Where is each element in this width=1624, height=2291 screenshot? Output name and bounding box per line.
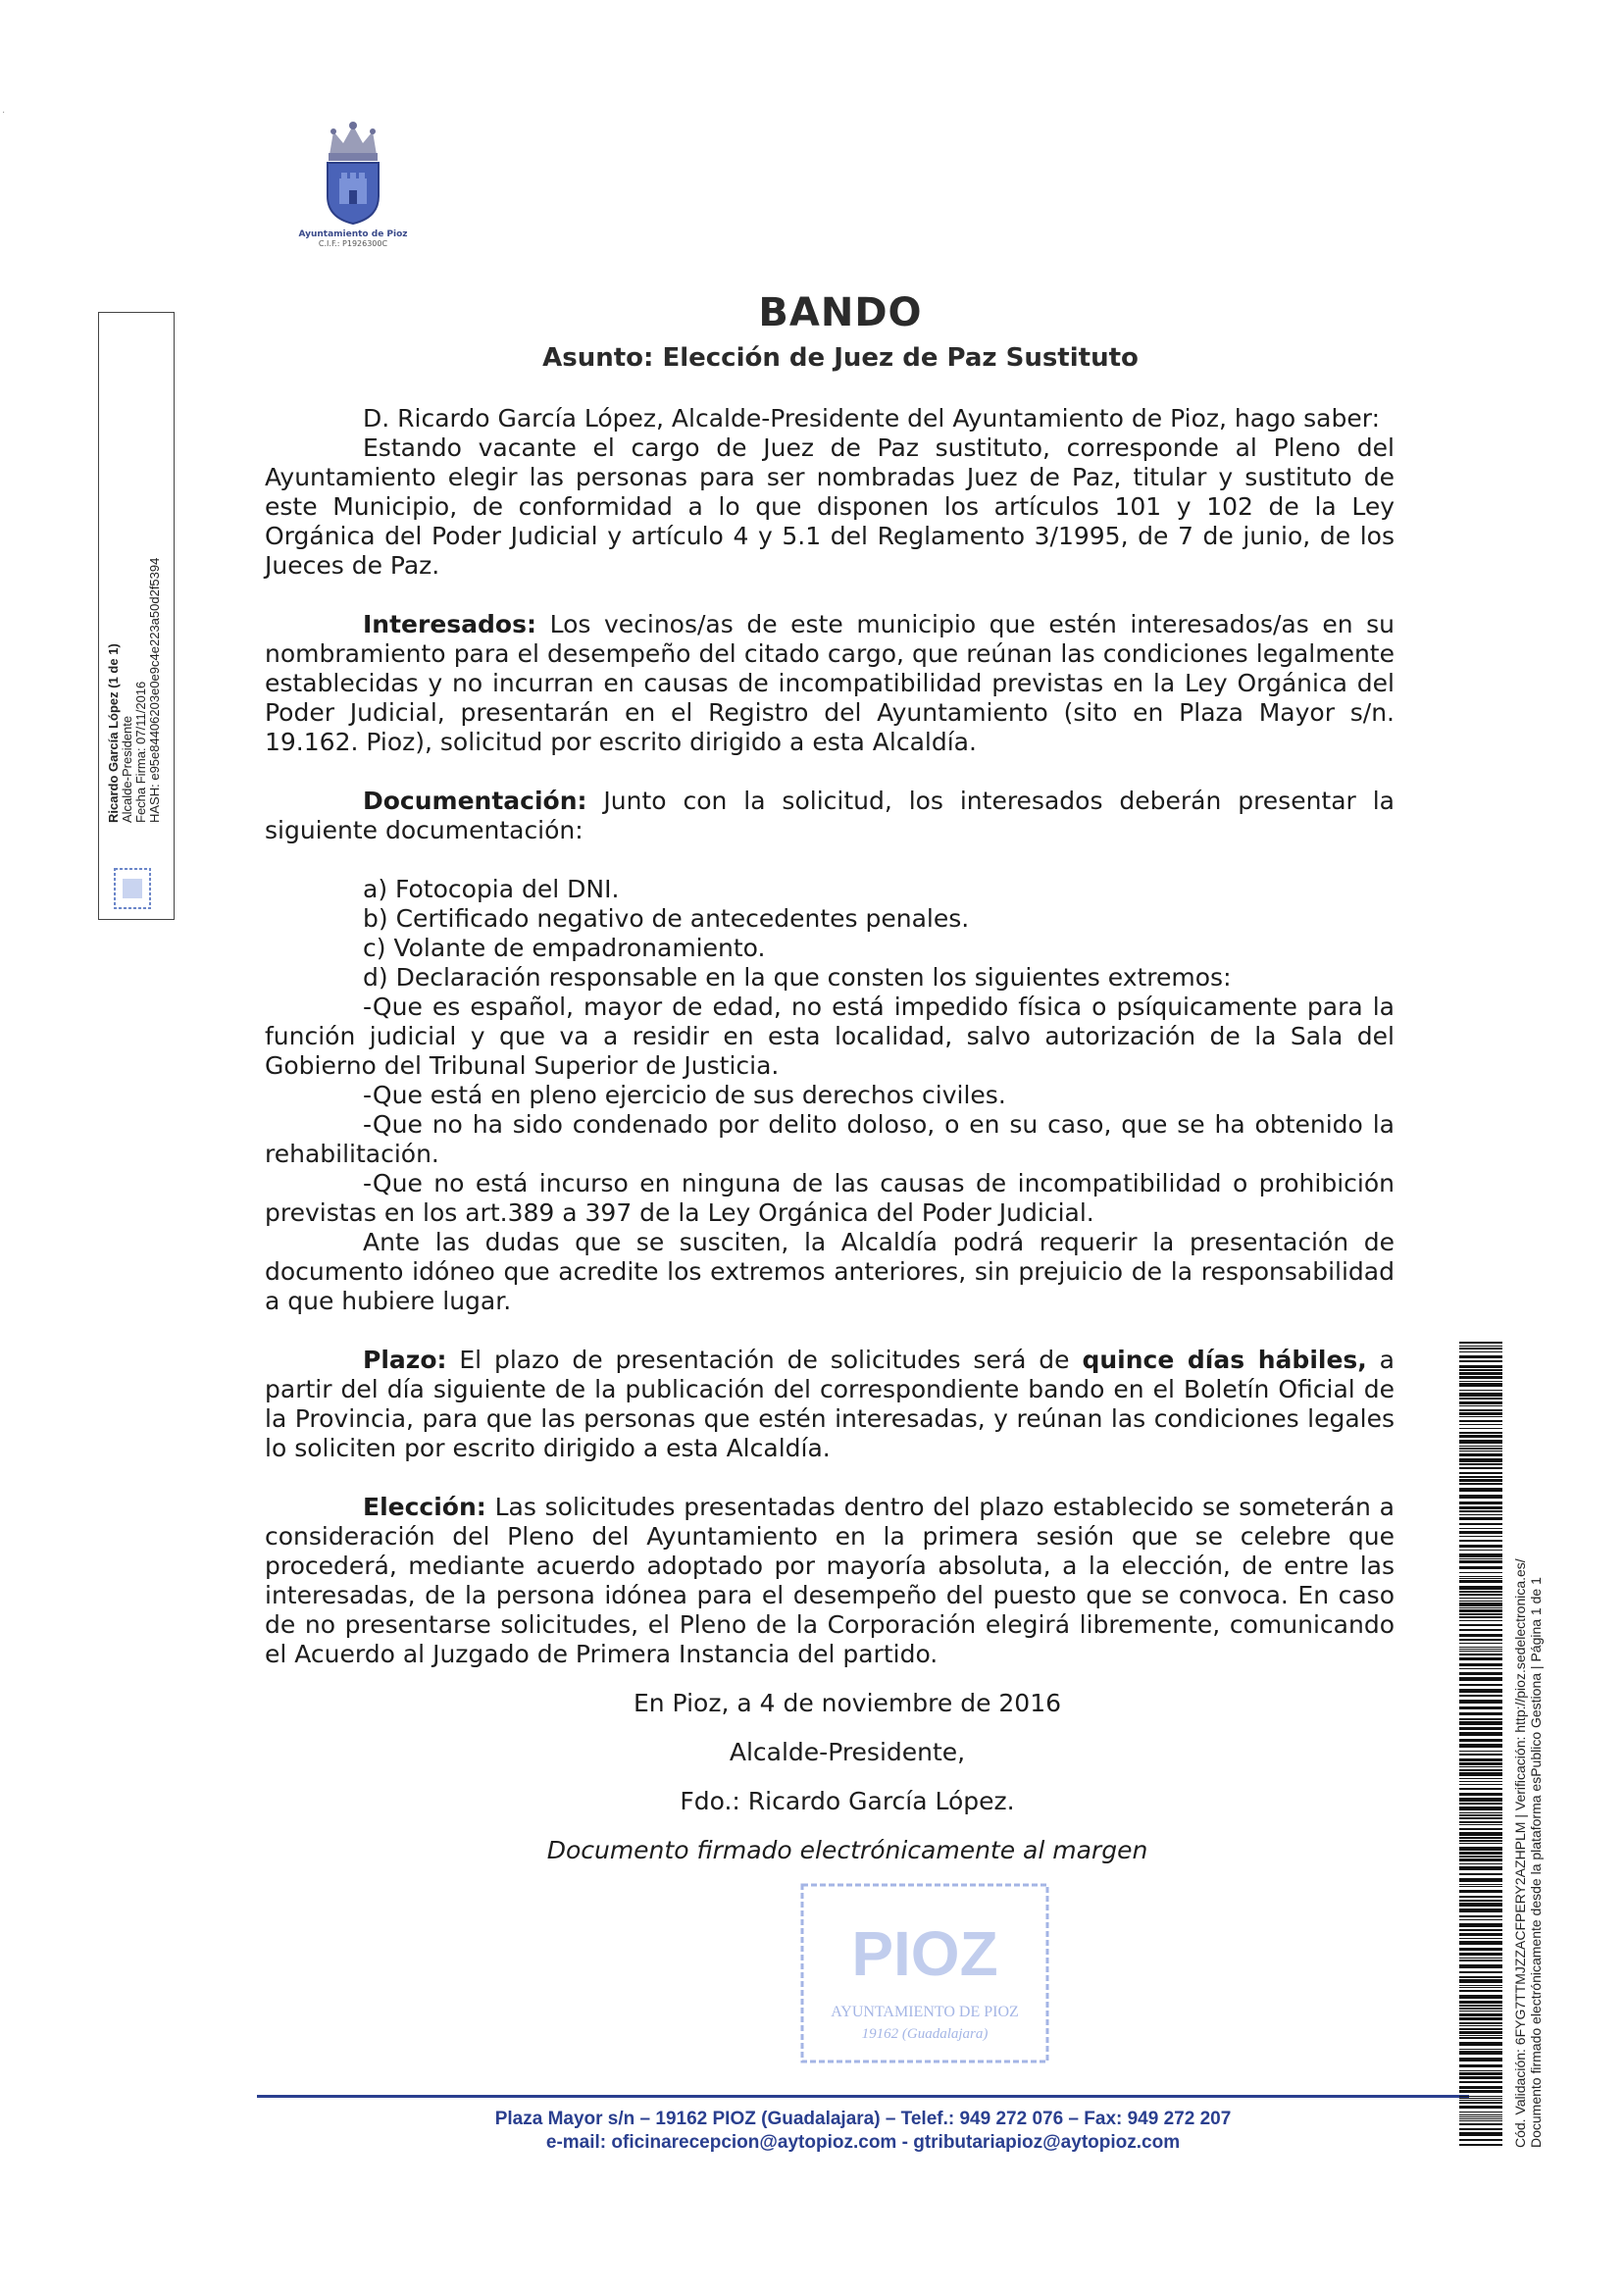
barcode-bar (1459, 1960, 1502, 1961)
barcode-bar (1459, 1432, 1502, 1434)
barcode-bar (1459, 1647, 1502, 1648)
barcode-bar (1459, 1976, 1502, 1978)
barcode-bar (1459, 1372, 1502, 1375)
barcode-bar (1459, 1873, 1502, 1875)
validation-barcode-icon (1459, 1342, 1502, 2146)
barcode-bar (1459, 1964, 1502, 1968)
barcode-bar (1459, 1732, 1502, 1736)
signature-date: Fecha Firma: 07/11/2016 (133, 681, 148, 823)
barcode-bar (1459, 1586, 1502, 1590)
barcode-bar (1459, 1900, 1502, 1902)
list-item: b) Certificado negativo de antecedentes penales. (363, 904, 970, 933)
scan-mark: · (2, 108, 6, 119)
barcode-bar (1459, 2070, 1502, 2071)
barcode-bar (1459, 2114, 1502, 2115)
barcode-bar (1459, 1938, 1502, 1939)
barcode-bar (1459, 1852, 1502, 1855)
barcode-bar (1459, 2037, 1502, 2039)
barcode-bar (1459, 1476, 1502, 1478)
vacancy-paragraph: Estando vacante el cargo de Juez de Paz sustituto, corresponde al Pleno del Ayuntamiento elegir las personas para ser nombradas Juez de Paz, titular y sustituto de este Municipio, de conformidad a lo que disponen los artículos 101 y 102 de la Ley Orgánica del Poder Judicial y artículo 4 y 5.1 del Reglamento 3/1995, de 7 de junio, de los Jueces de Paz. (265, 433, 1395, 580)
barcode-bar (1459, 1428, 1502, 1429)
barcode-bar (1459, 1718, 1502, 1720)
barcode-bar (1459, 1814, 1502, 1816)
interesados-label: Interesados: (363, 610, 536, 638)
barcode-bar (1459, 2120, 1502, 2121)
barcode-bar (1459, 1712, 1502, 1715)
barcode-bar (1459, 1488, 1502, 1492)
barcode-bar (1459, 2005, 1502, 2007)
signature-hash: HASH: e95e84406203e0e9c4e223a50d2f5394 (147, 557, 162, 823)
barcode-bar (1459, 1453, 1502, 1456)
barcode-bar (1459, 1523, 1502, 1525)
plazo-paragraph (265, 1346, 1395, 1463)
documentacion-paragraph (265, 787, 1395, 845)
barcode-bar (1459, 1458, 1502, 1462)
barcode-bar (1459, 1784, 1502, 1785)
barcode-bar (1459, 1591, 1502, 1593)
barcode-bar (1459, 1772, 1502, 1776)
barcode-bar (1459, 1416, 1502, 1417)
barcode-bar (1459, 1929, 1502, 1931)
barcode-bar (1459, 1479, 1502, 1482)
barcode-bar (1459, 1531, 1502, 1534)
barcode-bar (1459, 1629, 1502, 1631)
barcode-bar (1459, 1985, 1502, 1986)
barcode-bar (1459, 2064, 1502, 2067)
signature-seal-icon (113, 867, 152, 910)
barcode-bar (1459, 1540, 1502, 1542)
barcode-bar (1459, 1553, 1502, 1557)
barcode-bar (1459, 1856, 1502, 1858)
barcode-bar (1459, 1948, 1502, 1951)
barcode-bar (1459, 1390, 1502, 1391)
document-body (265, 404, 1395, 1865)
barcode-bar (1459, 1558, 1502, 1559)
barcode-bar (1459, 1903, 1502, 1907)
barcode-bar (1459, 2144, 1502, 2146)
barcode-bar (1459, 1576, 1502, 1577)
barcode-bar (1459, 2116, 1502, 2117)
barcode-bar (1459, 1603, 1502, 1606)
barcode-bar (1459, 1510, 1502, 1512)
barcode-bar (1459, 1613, 1502, 1615)
barcode-bar (1459, 2102, 1502, 2104)
barcode-bar (1459, 1744, 1502, 1748)
validation-platform: Documento firmado electrónicamente desde la plataforma esPublico Gestiona | Página 1 de 1 (1528, 1577, 1544, 2148)
barcode-bar (1459, 2031, 1502, 2034)
barcode-bar (1459, 1781, 1502, 1782)
logo-cif: C.I.F.: P1926300C (318, 239, 388, 248)
barcode-bar (1459, 1979, 1502, 1983)
barcode-bar (1459, 1933, 1502, 1936)
barcode-bar (1459, 1401, 1502, 1404)
barcode-bar (1459, 1495, 1502, 1499)
barcode-bar (1459, 1566, 1502, 1569)
barcode-bar (1459, 1463, 1502, 1465)
barcode-bar (1459, 1342, 1502, 1344)
barcode-bar (1459, 1971, 1502, 1973)
documentacion-text: Junto con la solicitud, los interesados deberán presentar la siguiente documentación: (265, 787, 1395, 844)
barcode-bar (1459, 2096, 1502, 2097)
barcode-bar (1459, 1601, 1502, 1602)
barcode-bar (1459, 1766, 1502, 1767)
barcode-bar (1459, 1383, 1502, 1387)
plazo-label: Plazo: (363, 1346, 447, 1374)
signature-margin-text (107, 401, 162, 823)
barcode-bar (1459, 1668, 1502, 1669)
barcode-bar (1459, 1506, 1502, 1509)
barcode-bar (1459, 1990, 1502, 1992)
barcode-bar (1459, 2051, 1502, 2055)
barcode-bar (1459, 2106, 1502, 2109)
barcode-bar (1459, 1348, 1502, 1349)
list-item: d) Declaración responsable en la que consten los siguientes extremos: (363, 963, 1232, 992)
barcode-bar (1459, 1578, 1502, 1579)
barcode-bar (1459, 1405, 1502, 1406)
barcode-bar (1459, 1758, 1502, 1761)
extremo-item: -Que es español, mayor de edad, no está impedido física o psíquicamente para la función judicial y que va a residir en esta localidad, salvo autorización de la Sala del Gobierno del Tribunal Superior de Justicia. (265, 993, 1395, 1080)
barcode-bar (1459, 1536, 1502, 1537)
barcode-bar (1459, 1634, 1502, 1637)
extremo-item: -Que no está incurso en ninguna de las causas de incompatibilidad o prohibición previstas en los art.389 a 397 de la Ley Orgánica del Poder Judicial. (265, 1169, 1395, 1227)
barcode-bar (1459, 1843, 1502, 1844)
barcode-bar (1459, 1896, 1502, 1898)
signature-margin-box (98, 312, 175, 920)
barcode-bar (1459, 1365, 1502, 1368)
barcode-bar (1459, 1762, 1502, 1765)
barcode-bar (1459, 2090, 1502, 2093)
barcode-bar (1459, 1467, 1502, 1469)
barcode-bar (1459, 1821, 1502, 1823)
barcode-bar (1459, 1351, 1502, 1352)
signed-by: Fdo.: Ricardo García López. (680, 1787, 1015, 1815)
barcode-bar (1459, 1807, 1502, 1810)
barcode-bar (1459, 1751, 1502, 1752)
barcode-bar (1459, 2035, 1502, 2036)
document-title: BANDO (758, 290, 923, 335)
intro-paragraph: D. Ricardo García López, Alcalde-Presidente del Ayuntamiento de Pioz, hago saber: (363, 404, 1381, 433)
barcode-bar (1459, 1440, 1502, 1444)
barcode-bar (1459, 1817, 1502, 1819)
barcode-bar (1459, 1677, 1502, 1681)
interesados-paragraph (265, 610, 1395, 757)
barcode-bar (1459, 1803, 1502, 1805)
barcode-bar (1459, 1941, 1502, 1945)
extremo-item: -Que está en pleno ejercicio de sus derechos civiles. (363, 1081, 1006, 1109)
barcode-bar (1459, 2112, 1502, 2113)
barcode-bar (1459, 2049, 1502, 2050)
barcode-bar (1459, 1884, 1502, 1885)
barcode-bar (1459, 2100, 1502, 2101)
barcode-bar (1459, 1654, 1502, 1655)
extremo-item: Ante las dudas que se susciten, la Alcaldía podrá requerir la presentación de documento idóneo que acredite los extremos anteriores, sin prejuicio de la responsabilidad a que hubiere lugar. (265, 1228, 1395, 1315)
barcode-bar (1459, 1840, 1502, 1842)
signature-role: Alcalde-Presidente (120, 715, 134, 823)
eleccion-label: Elección: (363, 1493, 486, 1521)
barcode-bar (1459, 2081, 1502, 2083)
signed-note: Documento firmado electrónicamente al margen (546, 1836, 1148, 1864)
list-item: a) Fotocopia del DNI. (363, 875, 620, 903)
barcode-bar (1459, 1420, 1502, 1422)
barcode-bar (1459, 1369, 1502, 1371)
barcode-bar (1459, 2118, 1502, 2119)
barcode-bar (1459, 1706, 1502, 1709)
footer-email: e-mail: oficinarecepcion@aytopioz.com - gtributariapioz@aytopioz.com (545, 2132, 1181, 2153)
signer-role: Alcalde-Presidente, (729, 1738, 966, 1766)
document-subject: Asunto: Elección de Juez de Paz Sustituto (542, 343, 1139, 373)
barcode-bar (1459, 1412, 1502, 1415)
validation-code: Cód. Validación: 6FYG7TTMJZZACFPERY2AZHPLM | Verificación: http://pioz.sedelectronica.es/ (1512, 1558, 1528, 2148)
barcode-bar (1459, 1616, 1502, 1618)
barcode-bar (1459, 1346, 1502, 1347)
barcode-bar (1459, 1866, 1502, 1870)
barcode-bar (1459, 2001, 1502, 2004)
barcode-bar (1459, 1828, 1502, 1830)
barcode-bar (1459, 1376, 1502, 1379)
barcode-bar (1459, 1643, 1502, 1644)
barcode-bar (1459, 1695, 1502, 1697)
barcode-bar (1459, 2076, 1502, 2079)
barcode-bar (1459, 2058, 1502, 2062)
barcode-bar (1459, 1607, 1502, 1608)
barcode-bar (1459, 1560, 1502, 1563)
barcode-bar (1459, 2042, 1502, 2046)
barcode-bar (1459, 1953, 1502, 1956)
barcode-bar (1459, 2025, 1502, 2026)
barcode-bar (1459, 1987, 1502, 1988)
plazo-text-a: El plazo de presentación de solicitudes será de (446, 1346, 1083, 1374)
footer-address: Plaza Mayor s/n – 19162 PIOZ (Guadalajara) – Telef.: 949 272 076 – Fax: 949 272 207 (494, 2109, 1232, 2129)
barcode-bar (1459, 1700, 1502, 1704)
barcode-bar (1459, 1886, 1502, 1887)
barcode-bar (1459, 1798, 1502, 1802)
barcode-bar (1459, 1594, 1502, 1596)
municipal-logo (294, 118, 412, 248)
official-stamp-icon (792, 1881, 1057, 2087)
barcode-bar (1459, 1657, 1502, 1660)
stamp-line2: 19162 (Guadalajara) (861, 2026, 989, 2042)
barcode-bar (1459, 2008, 1502, 2010)
barcode-bar (1459, 1739, 1502, 1742)
coat-of-arms-icon (320, 118, 386, 226)
barcode-bar (1459, 1769, 1502, 1771)
barcode-bar (1459, 2086, 1502, 2089)
barcode-bar (1459, 1995, 1502, 1999)
barcode-bar (1459, 2128, 1502, 2130)
barcode-bar (1459, 1550, 1502, 1551)
barcode-bar (1459, 2022, 1502, 2024)
barcode-bar (1459, 1858, 1502, 1861)
barcode-bar (1459, 1409, 1502, 1411)
place-date: En Pioz, a 4 de noviembre de 2016 (633, 1689, 1062, 1717)
barcode-bar (1459, 2098, 1502, 2099)
barcode-bar (1459, 1572, 1502, 1573)
barcode-bar (1459, 1472, 1502, 1474)
extremo-item: -Que no ha sido condenado por delito doloso, o en su caso, que se ha obtenido la rehabilitación. (265, 1110, 1395, 1168)
barcode-bar (1459, 2072, 1502, 2075)
barcode-bar (1459, 1517, 1502, 1520)
barcode-bar (1459, 1446, 1502, 1447)
barcode-bar (1459, 1689, 1502, 1693)
barcode-bar (1459, 1649, 1502, 1650)
interesados-text: Los vecinos/as de este municipio que estén interesados/as en su nombramiento para el desempeño del citado cargo, que reúnan las condiciones legalmente establecidas y no incurran en causas de incompatibilidad previstas en la Ley Orgánica del Poder Judicial, presentarán en el Registro del Ayuntamiento (sito en Plaza Mayor s/n. 19.162. Pioz), solicitud por escrito dirigido a esta Alcaldía. (265, 610, 1395, 756)
barcode-bar (1459, 1663, 1502, 1666)
barcode-bar (1459, 1727, 1502, 1730)
barcode-bar (1459, 1878, 1502, 1882)
barcode-bar (1459, 1528, 1502, 1529)
stamp-line1: AYUNTAMIENTO DE PIOZ (831, 2004, 1019, 2020)
barcode-bar (1459, 1721, 1502, 1725)
barcode-bar (1459, 1672, 1502, 1675)
barcode-bar (1459, 1890, 1502, 1893)
barcode-bar (1459, 1778, 1502, 1779)
signature-signer: Ricardo García López (1 de 1) (106, 643, 121, 823)
barcode-bar (1459, 1812, 1502, 1813)
barcode-bar (1459, 2017, 1502, 2020)
barcode-bar (1459, 1360, 1502, 1362)
validation-text (1512, 1402, 1544, 2148)
logo-name: Ayuntamiento de Pioz (298, 229, 408, 239)
barcode-bar (1459, 1639, 1502, 1641)
barcode-bar (1459, 1398, 1502, 1400)
barcode-bar (1459, 1824, 1502, 1825)
footer-divider (257, 2095, 1469, 2098)
barcode-bar (1459, 2028, 1502, 2030)
barcode-bar (1459, 2132, 1502, 2136)
plazo-text-b: a partir del día siguiente de la publicación del correspondiente bando en el Boletín Oficial de la Provincia, para que las personas que estén interesadas, y reúnan las condiciones legales lo soliciten por escrito dirigido a esta Alcaldía. (265, 1346, 1395, 1462)
barcode-bar (1459, 1355, 1502, 1358)
barcode-bar (1459, 1832, 1502, 1836)
barcode-bar (1459, 1381, 1502, 1382)
barcode-bar (1459, 1919, 1502, 1920)
barcode-bar (1459, 1502, 1502, 1504)
barcode-bar (1459, 2013, 1502, 2016)
barcode-bar (1459, 1624, 1502, 1626)
barcode-bar (1459, 2139, 1502, 2141)
barcode-bar (1459, 1909, 1502, 1912)
barcode-bar (1459, 1514, 1502, 1515)
barcode-bar (1459, 1923, 1502, 1927)
barcode-bar (1459, 1863, 1502, 1864)
eleccion-text: Las solicitudes presentadas dentro del plazo establecido se someterán a consideración del Pleno del Ayuntamiento en la primera sesión que se celebre que procederá, mediante acuerdo adoptado por mayoría absoluta, a la elección, de entre las interesadas, de la persona idónea para el desempeño del puesto que se convoca. En caso de no presentarse solicitudes, el Pleno de la Corporación elegirá libremente, comunicando el Acuerdo al Juzgado de Primera Instancia del partido. (265, 1493, 1395, 1668)
barcode-bar (1459, 1393, 1502, 1397)
barcode-bar (1459, 1483, 1502, 1485)
barcode-bar (1459, 1580, 1502, 1583)
barcode-bar (1459, 1424, 1502, 1425)
barcode-bar (1459, 1958, 1502, 1959)
stamp-word: PIOZ (851, 1918, 998, 1989)
barcode-bar (1459, 1651, 1502, 1652)
list-item: c) Volante de empadronamiento. (363, 934, 766, 962)
barcode-bar (1459, 1545, 1502, 1548)
barcode-bar (1459, 1915, 1502, 1917)
barcode-bar (1459, 1435, 1502, 1438)
barcode-bar (1459, 1793, 1502, 1796)
plazo-bold: quince días hábiles, (1082, 1346, 1367, 1374)
barcode-bar (1459, 1448, 1502, 1450)
documentacion-label: Documentación: (363, 787, 587, 815)
barcode-bar (1459, 1598, 1502, 1599)
barcode-bar (1459, 1609, 1502, 1612)
barcode-bar (1459, 1847, 1502, 1851)
eleccion-paragraph (265, 1493, 1395, 1669)
barcode-bar (1459, 1788, 1502, 1790)
barcode-bar (1459, 2123, 1502, 2125)
barcode-bar (1459, 1684, 1502, 1686)
barcode-bar (1459, 1620, 1502, 1621)
barcode-bar (1459, 1837, 1502, 1839)
barcode-bar (1459, 1754, 1502, 1756)
